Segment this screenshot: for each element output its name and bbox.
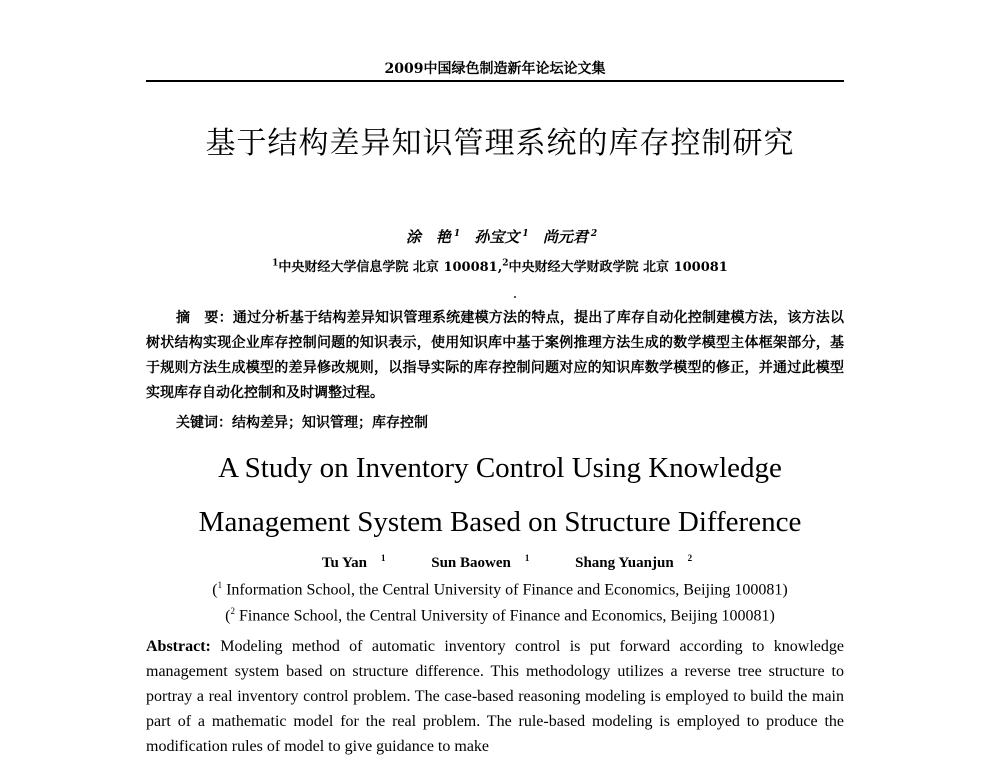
proceedings-header: 2009中国绿色制造新年论坛论文集 bbox=[384, 61, 606, 77]
author-2: 孙宝文 $^1$ bbox=[474, 228, 529, 246]
header-rule bbox=[146, 80, 844, 82]
en-author-3: Shang Yuanjun $^2$ bbox=[575, 553, 693, 571]
english-abstract bbox=[146, 634, 844, 759]
english-title-line-1: A Study on Inventory Control Using Knowledge bbox=[218, 452, 782, 484]
english-authors bbox=[0, 553, 1000, 572]
english-title-line-2: Management System Based on Structure Difference bbox=[198, 506, 802, 538]
english-abstract-text: Modeling method of automatic inventory control is put forward according to knowledge management system based on structure difference. This methodology utilizes a reverse tree structure to portray a real inventory control problem. The case-based reasoning modeling is employed to build the main part of a mathematic model for the real problem. The rule-based modeling is employed to produce the modification rules of model to give guidance to make bbox=[146, 638, 844, 755]
chinese-abstract bbox=[146, 306, 844, 406]
author-3: 尚元君 $^2$ bbox=[542, 228, 598, 246]
scan-speck bbox=[514, 296, 516, 298]
abstract-label: 摘 要： bbox=[176, 310, 233, 326]
en-author-2: Sun Baowen $^1$ bbox=[431, 553, 530, 571]
english-abstract-label: Abstract: bbox=[146, 638, 211, 655]
english-title bbox=[0, 452, 1000, 560]
english-affiliation-2: ($^2$ Finance School, the Central University of Finance and Economics, Beijing 100081) bbox=[225, 606, 775, 625]
chinese-affiliation: $^1$中央财经大学信息学院 北京 100081,$^2$中央财经大学财政学院 北京 100081 bbox=[272, 258, 728, 275]
abstract-text: 通过分析基于结构差异知识管理系统建模方法的特点，提出了库存自动化控制建模方法，该方法以树状结构实现企业库存控制问题的知识表示，使用知识库中基于案例推理方法生成的数学模型主体框架部分，基于规则方法生成模型的差异修改规则，以指导实际的库存控制问题对应的知识库数学模型的修正，并通过此模型实现库存自动化控制和及时调整过程。 bbox=[146, 310, 845, 401]
chinese-title: 基于结构差异知识管理系统的库存控制研究 bbox=[205, 126, 795, 161]
english-affiliation-1: ($^1$ Information School, the Central University of Finance and Economics, Beijing 100081) bbox=[212, 580, 788, 599]
chinese-authors bbox=[0, 226, 1000, 247]
chinese-keywords: 关键词：结构差异；知识管理；库存控制 bbox=[176, 415, 428, 431]
author-1: 涂 艳 $^1$ bbox=[405, 228, 461, 246]
en-author-1: Tu Yan $^1$ bbox=[321, 553, 386, 571]
